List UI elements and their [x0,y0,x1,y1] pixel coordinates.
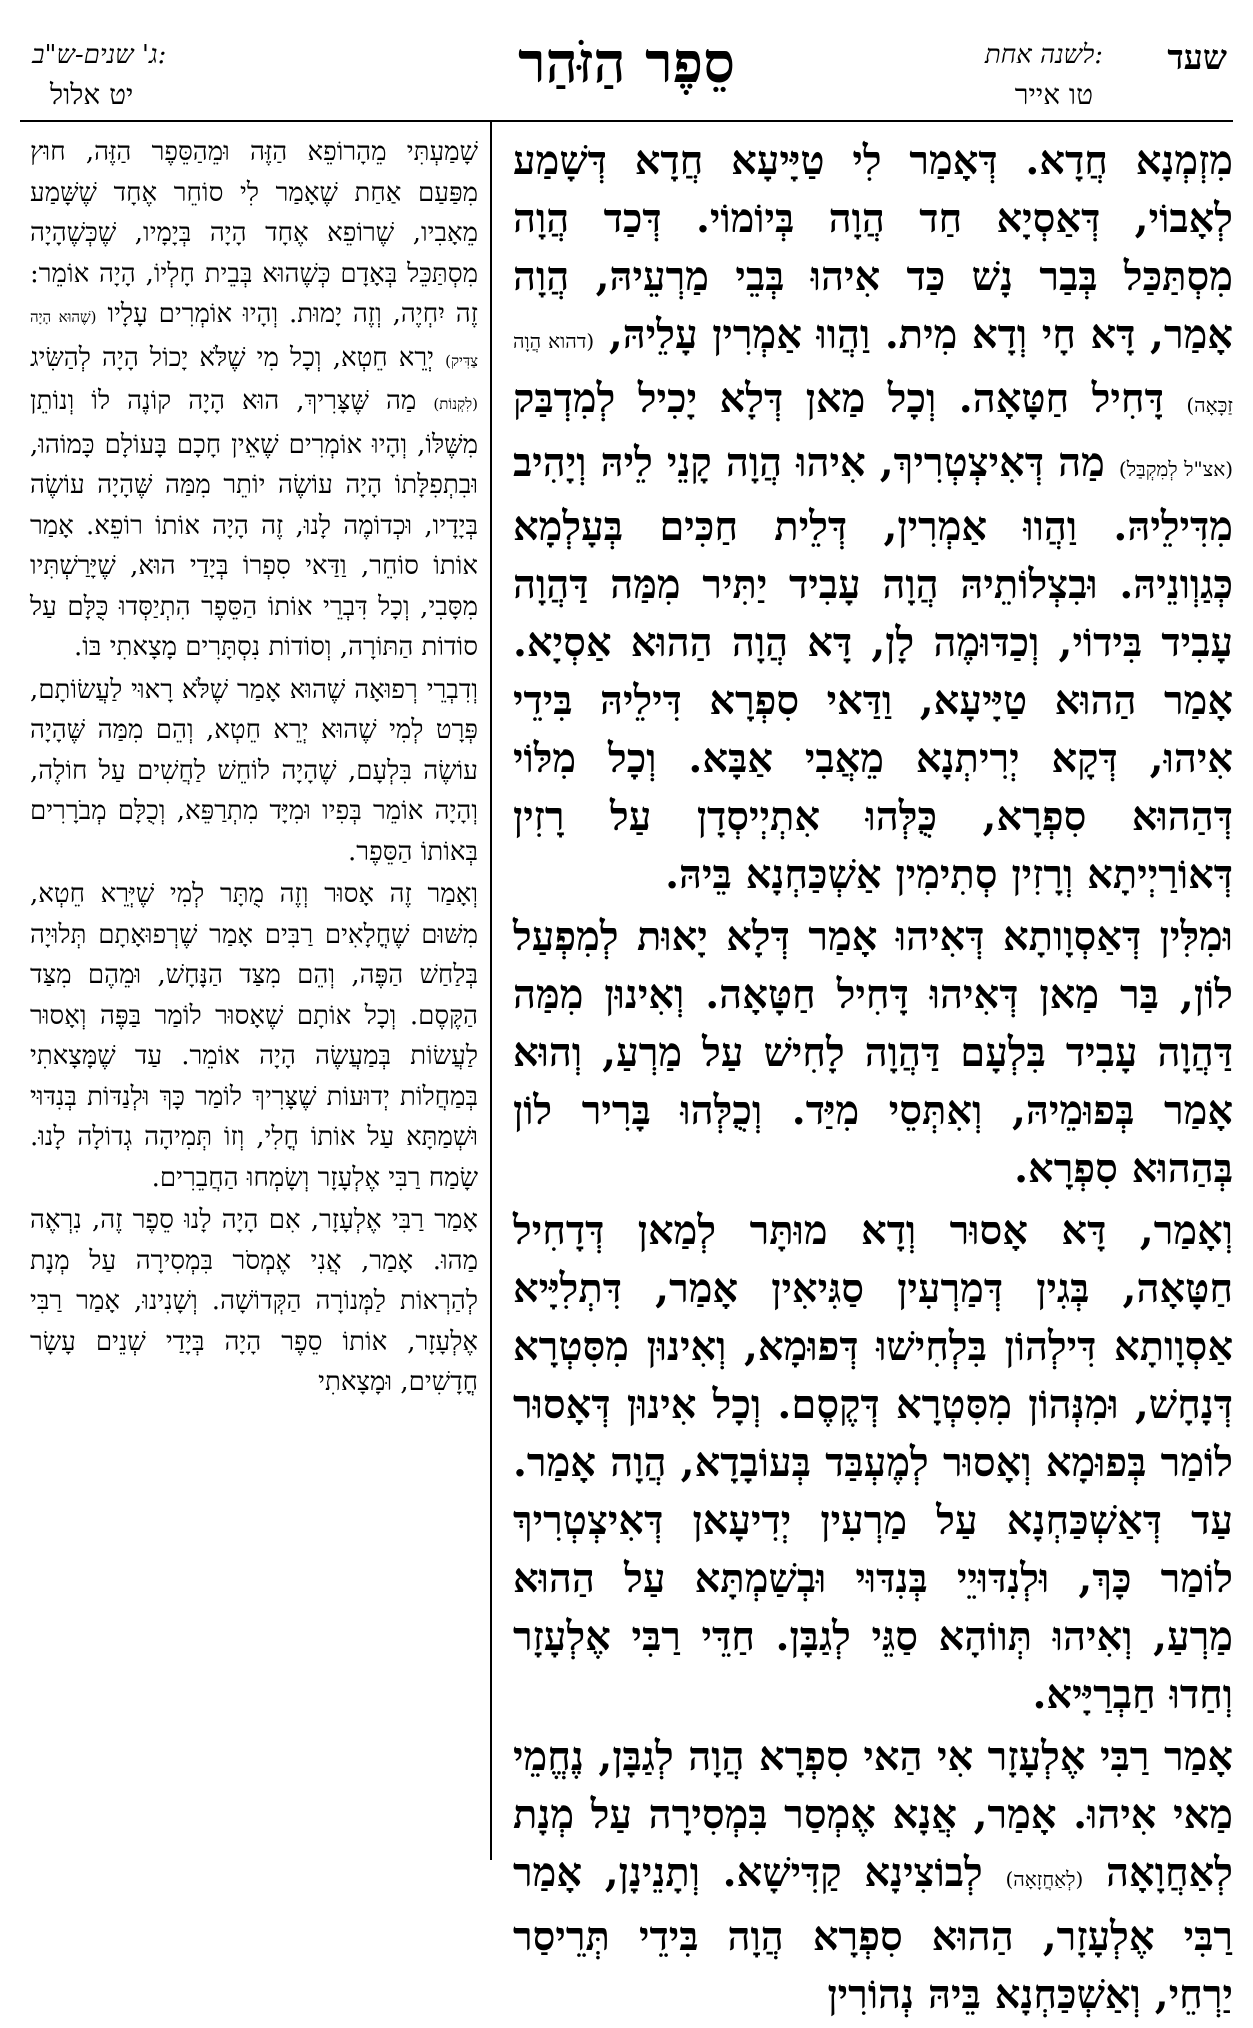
hebrew-translation-column [30,132,478,1405]
translation-paragraph: אָמַר רַבִּי אֶלְעָזָר, אִם הָיָה לָנוּ סֵפֶר זֶה, נִרְאֶה מַהוּ. אָמַר, אֲנִי אֶמְסֹר בִּמְסִירָה עַל מְנָת לְהַרְאוֹת לַמְּנוֹרָה הַקְּדוֹשָׁה. וְשָׁנִינוּ, אָמַר רַבִּי אֶלְעָזָר, אוֹתוֹ סֵפֶר הָיָה בְּיָדַי שְׁנֵים עָשָׂר חֳדָשִׁים, וּמָצָאתִי [30,1205,478,1397]
one-year-cycle-label: לשנה אחת: [984,40,1103,70]
aramaic-paragraph: אָמַר רַבִּי אֶלְעָזָר אִי הַאי סִפְרָא הֲוָה לְגַבָּן, נֶחֱמֵי מַאי אִיהוּ. אָמַר, אֲנָא אֶמְסַר בִּמְסִירָה עַל מְנָת לְאַחֲוָאָה (לְאַחֲזָאָה) לְבוֹצִינָא קַדִּישָׁא. וְתָנֵינָן, אָמַר רַבִּי אֶלְעָזָר, הַהוּא סִפְרָא הֲוָה בִּידֵי תְּרֵיסַר יַרְחֵי, וְאַשְׁכַּחְנָא בֵּיהּ נְהוֹרִין [513,1733,1234,2018]
three-year-cycle-date: יט אלול [50,78,134,111]
column-divider [490,120,492,1860]
editorial-note: (לִקְנוֹת) [433,395,478,413]
editorial-note: (אצ"ל לְמִקְבַּל) [1118,457,1233,481]
three-year-cycle-label: ג' שנים-ש"ב: [32,40,167,70]
translation-paragraph: וְאָמַר זֶה אָסוּר וְזֶה מֻתָּר לְמִי שֶׁיְּרֵא חֵטְא, מִשּׁוּם שֶׁחֳלָאִים רַבִּים אָמַר שֶׁרְפוּאָתָם תְּלוּיָה בְּלַחַשׁ הַפֶּה, וְהֵם מִצַּד הַנָּחָשׁ, וּמֵהֶם מִצַּד הַקֶּסֶם. וְכָל אוֹתָם שֶׁאָסוּר לוֹמַר בַּפֶּה וְאָסוּר לַעֲשׂוֹת בְּמַעֲשֶׂה הָיָה אוֹמֵר. עַד שֶׁמָּצָאתִי בְּמַחֲלוֹת יְדוּעוֹת שֶׁצָּרִיךְ לוֹמַר כָּךְ וּלְנַדּוֹת בְּנִדּוּי וּשְׁמַתָּא עַל אוֹתוֹ חֳלִי, וְזוֹ תְּמִיהָה גְדוֹלָה לָנוּ. שָׂמַח רַבִּי אֶלְעָזָר וְשָׂמְחוּ הַחֲבֵרִים. [30,879,478,1193]
book-title: סֵפֶר הַזֹּהַר [518,30,735,96]
aramaic-text-column [513,132,1233,2028]
one-year-cycle-date: טו אייר [1014,78,1093,111]
editorial-note: (לְאַחֲזָאָה) [1005,1867,1084,1891]
translation-paragraph: שָׁמַעְתִּי מֵהָרוֹפֵא הַזֶּה וּמֵהַסֵּפֶר הַזֶּה, חוּץ מִפַּעַם אַחַת שֶׁאָמַר לִי סוֹחֵר אֶחָד שֶׁשָּׁמַע מֵאָבִיו, שֶׁרוֹפֵא אֶחָד הָיָה בְּיָמָיו, שֶׁכְּשֶׁהָיָה מִסְתַּכֵּל בְּאָדָם כְּשֶׁהוּא בְּבֵית חָלְיוֹ, הָיָה אוֹמֵר: זֶה יִחְיֶה, וְזֶה יָמוּת. וְהָיוּ אוֹמְרִים עָלָיו (שֶׁהוּא הָיָה צַדִּיק) יְרֵא חֵטְא, וְכָל מִי שֶׁלֹּא יָכוֹל הָיָה לְהַשִּׂיג (לִקְנוֹת) מַה שֶּׁצָּרִיךְ, הוּא הָיָה קוֹנֶה לוֹ וְנוֹתֵן מִשֶּׁלּוֹ, וְהָיוּ אוֹמְרִים שֶׁאֵין חָכָם בָּעוֹלָם כָּמוֹהוּ, וּבִתְפִלָּתוֹ הָיָה עוֹשֶׂה יוֹתֵר מִמַּה שֶּׁהָיָה עוֹשֶׂה בְּיָדָיו, וּכְדוֹמֶה לָנוּ, זֶה הָיָה אוֹתוֹ רוֹפֵא. אָמַר אוֹתוֹ סוֹחֵר, וַדַּאי סִפְרוֹ בְּיָדַי הוּא, שֶׁיָּרַשְׁתִּיו מִסָּבִי, וְכָל דִּבְרֵי אוֹתוֹ הַסֵּפֶר הִתְיַסְּדוּ כֻּלָּם עַל סוֹדוֹת הַתּוֹרָה, וְסוֹדוֹת נִסְתָּרִים מָצָאתִי בּוֹ. [30,137,479,662]
aramaic-paragraph: וּמִלִּין דְּאַסְוָותָא דְּאִיהוּ אָמַר דְּלָא יָאוּת לְמִפְעַל לוֹן, בַּר מַאן דְּאִיהוּ דָּחִיל חַטָּאָה. וְאִינוּן מִמַּה דַּהֲוָה עָבִיד בִּלְעָם דַּהֲוָה לָחִישׁ עַל מַרְעַ, וְהוּא אָמַר בְּפוּמֵיהּ, וְאִתְּסֵי מִיַּד. וְכֻלְּהוּ בָּרִיר לוֹן בְּהַהוּא סִפְרָא. [513,913,1233,1192]
page-header [20,28,1233,122]
translation-paragraph: וְדִבְרֵי רְפוּאָה שֶׁהוּא אָמַר שֶׁלֹּא רָאוּי לַעֲשׂוֹתָם, פְּרָט לְמִי שֶׁהוּא יְרֵא חֵטְא, וְהֵם מִמַּה שֶּׁהָיָה עוֹשֶׂה בִּלְעָם, שֶׁהָיָה לוֹחֵשׁ לַחֲשִׁים עַל חוֹלֶה, וְהָיָה אוֹמֵר בְּפִיו וּמִיָּד מִתְרַפֵּא, וְכֻלָּם מְבֹרָרִים בְּאוֹתוֹ הַסֵּפֶר. [30,674,478,867]
aramaic-paragraph: מִזְמְנָא חֲדָא. דְּאָמַר לִי טַיָּיעָא חֲדָא דְּשָׁמַע לְאָבוֹי, דְּאַסְיָא חַד הֲוָה בְּיוֹמוֹי. דְּכַד הֲוָה מִסְתַּכַּל בְּבַר נָשׁ כַּד אִיהוּ בְּבֵי מַרְעֵיהּ, הֲוָה אָמַר, דָּא חָי וְדָא מִית. וַהֲווּ אַמְרִין עָלֵיהּ, (דהוא הֲוָה זַכָּאָה) דָּחִיל חַטָּאָה. וְכָל מַאן דְּלָא יָכִיל לְמִדְבַּק (אצ"ל לְמִקְבַּל) מַה דְּאִיצְטְרִיךְ, אִיהוּ הֲוָה קָנֵי לֵיהּ וְיָהִיב מִדִּילֵיהּ. וַהֲווּ אַמְרִין, דְּלֵית חַכִּים בְּעָלְמָא כְּגַוְונֵיהּ. וּבִצְלוֹתֵיהּ הֲוָה עָבִיד יַתִּיר מִמַּה דַּהֲוָה עָבִיד בִּידוֹי, וְכַדּוּמֶה לָן, דָּא הֲוָה הַהוּא אַסְיָא. אָמַר הַהוּא טַיָּיעָא, וַדַּאי סִפְרָא דִּילֵיהּ בִּידֵי אִיהוּ, דְּקָא יְרִיתְנָא מֵאֲבִי אַבָּא. וְכָל מִלּוֹי דְּהַהוּא סִפְרָא, כֻּלְּהוּ אִתְיְיסְדָן עַל רָזִין דְּאוֹרַיְיתָא וְרָזִין סְתִימִין אַשְׁכַּחְנָא בֵּיהּ. [513,137,1233,898]
editorial-note: (שֶׁהוּא הָיָה צַדִּיק) [30,308,479,370]
page-number: שעד [1167,38,1227,78]
aramaic-paragraph: וְאָמַר, דָּא אָסוּר וְדָא מוּתָּר לְמַאן דְּדָחִיל חַטָּאָה, בְּגִין דְּמַרְעִין סַגִּיאִין אָמַר, דִּתְלִיָּיא אַסְוָותָא דִּילְהוֹן בִּלְחִישׁוּ דְּפוּמָא, וְאִינוּן מִסִּטְרָא דְּנָחָשׁ, וּמִנְּהוֹן מִסִּטְרָא דְּקֶסֶם. וְכָל אִינוּן דְּאָסוּר לוֹמַר בְּפוּמָא וְאָסוּר לְמֶעְבַּד בְּעוֹבָדָא, הֲוָה אָמַר. עַד דְּאַשְׁכַּחְנָא עַל מַרְעִין יְדִיעָאן דְּאִיצְטְרִיךְ לוֹמַר כָּךְ, וּלְנִדּוּיֵי בְּנִדּוּי וּבְשַׁמְתָּא עַל הַהוּא מַרְעַ, וְאִיהוּ תְּווֹהָא סַגֵּי לְגַבָּן. חַדֵּי רַבִּי אֶלְעָזָר וְחַדוּ חַבְרַיָּיא. [513,1207,1233,1718]
zohar-page [20,28,1234,2018]
editorial-note: (דהוא הֲוָה זַכָּאָה) [513,329,1233,417]
